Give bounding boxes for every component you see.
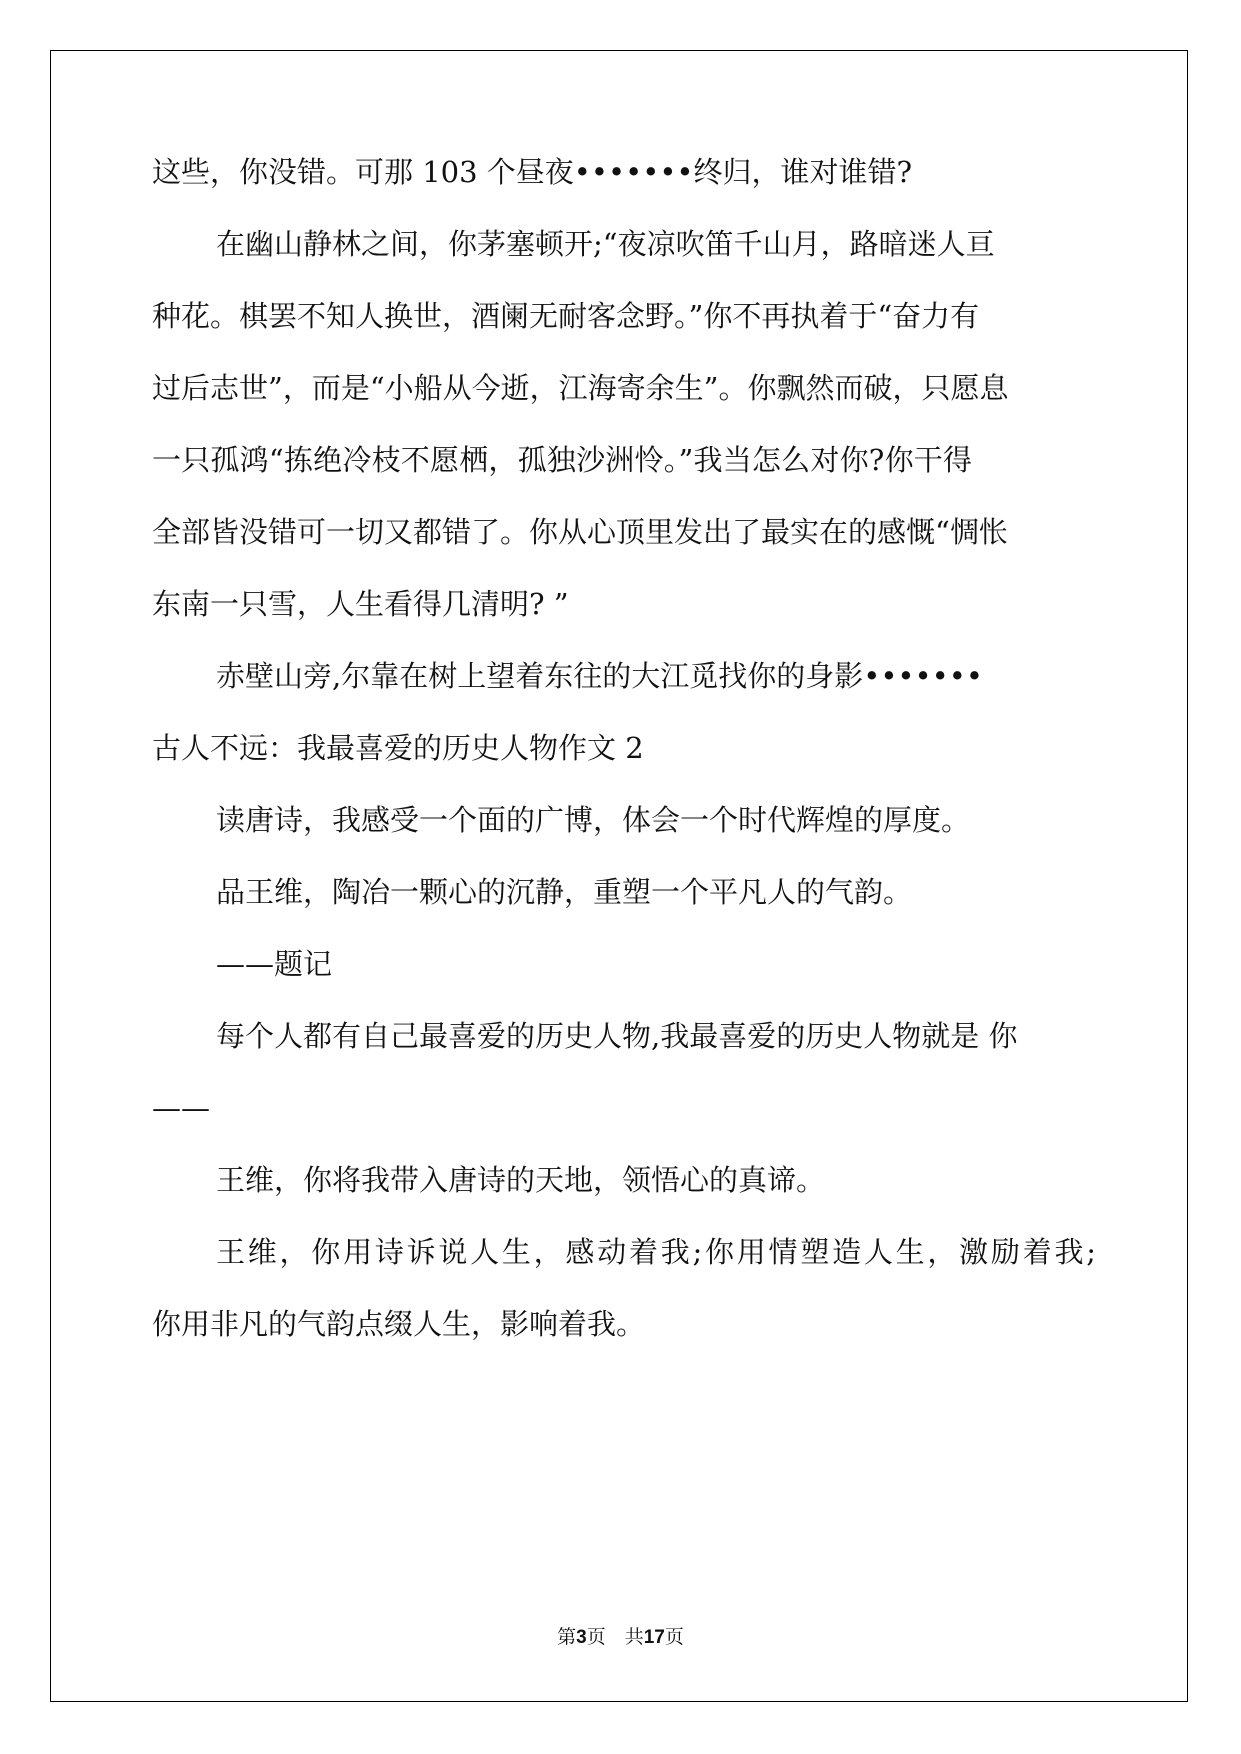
section-title: 古人不远：我最喜爱的历史人物作文 2 (152, 731, 644, 765)
footer-middle: 页 共 (586, 1626, 644, 1648)
text-line-14: —— (152, 1091, 210, 1125)
text-line-13: 每个人都有自己最喜爱的历史人物,我最喜爱的历史人物就是 你 (216, 1019, 1018, 1053)
inscription-line: ——题记 (216, 947, 333, 981)
footer-page-number: 3 (576, 1627, 587, 1648)
text-line-11: 品王维，陶冶一颗心的沉静，重塑一个平凡人的气韵。 (216, 875, 913, 909)
text-line-4: 过后志世”，而是“小船从今逝，江海寄余生”。你飘然而破，只愿息 (152, 371, 1009, 405)
text-line-6: 全部皆没错可一切又都错了。你从心顶里发出了最实在的感慨“惆怅 (152, 515, 1008, 549)
page-footer (0, 1622, 1241, 1649)
text-line-15: 王维，你将我带入唐诗的天地，领悟心的真谛。 (216, 1163, 826, 1197)
text-line-3: 种花。棋罢不知人换世，酒阑无耐客念野。”你不再执着于“奋力有 (152, 299, 980, 333)
footer-suffix: 页 (664, 1626, 684, 1648)
text-line-5: 一只孤鸿“拣绝冷枝不愿栖，孤独沙洲怜。”我当怎么对你?你干得 (152, 443, 972, 477)
text-line-7: 东南一只雪，人生看得几清明? ” (152, 587, 569, 621)
text-line-17: 你用非凡的气韵点缀人生，影响着我。 (152, 1307, 646, 1341)
footer-total-pages: 17 (643, 1627, 665, 1648)
footer-prefix: 第 (557, 1626, 577, 1648)
text-line-16: 王维，你用诗诉说人生，感动着我;你用情塑造人生，激励着我; (216, 1235, 1096, 1269)
text-line-8: 赤壁山旁,尔靠在树上望着东往的大江觅找你的身影••••••• (216, 659, 983, 693)
text-line-2: 在幽山静林之间，你茅塞顿开;“夜凉吹笛千山月，路暗迷人亘 (216, 227, 995, 261)
text-line-1: 这些，你没错。可那 103 个昼夜•••••••终归，谁对谁错? (152, 155, 913, 189)
text-line-10: 读唐诗，我感受一个面的广博，体会一个时代辉煌的厚度。 (216, 803, 971, 837)
